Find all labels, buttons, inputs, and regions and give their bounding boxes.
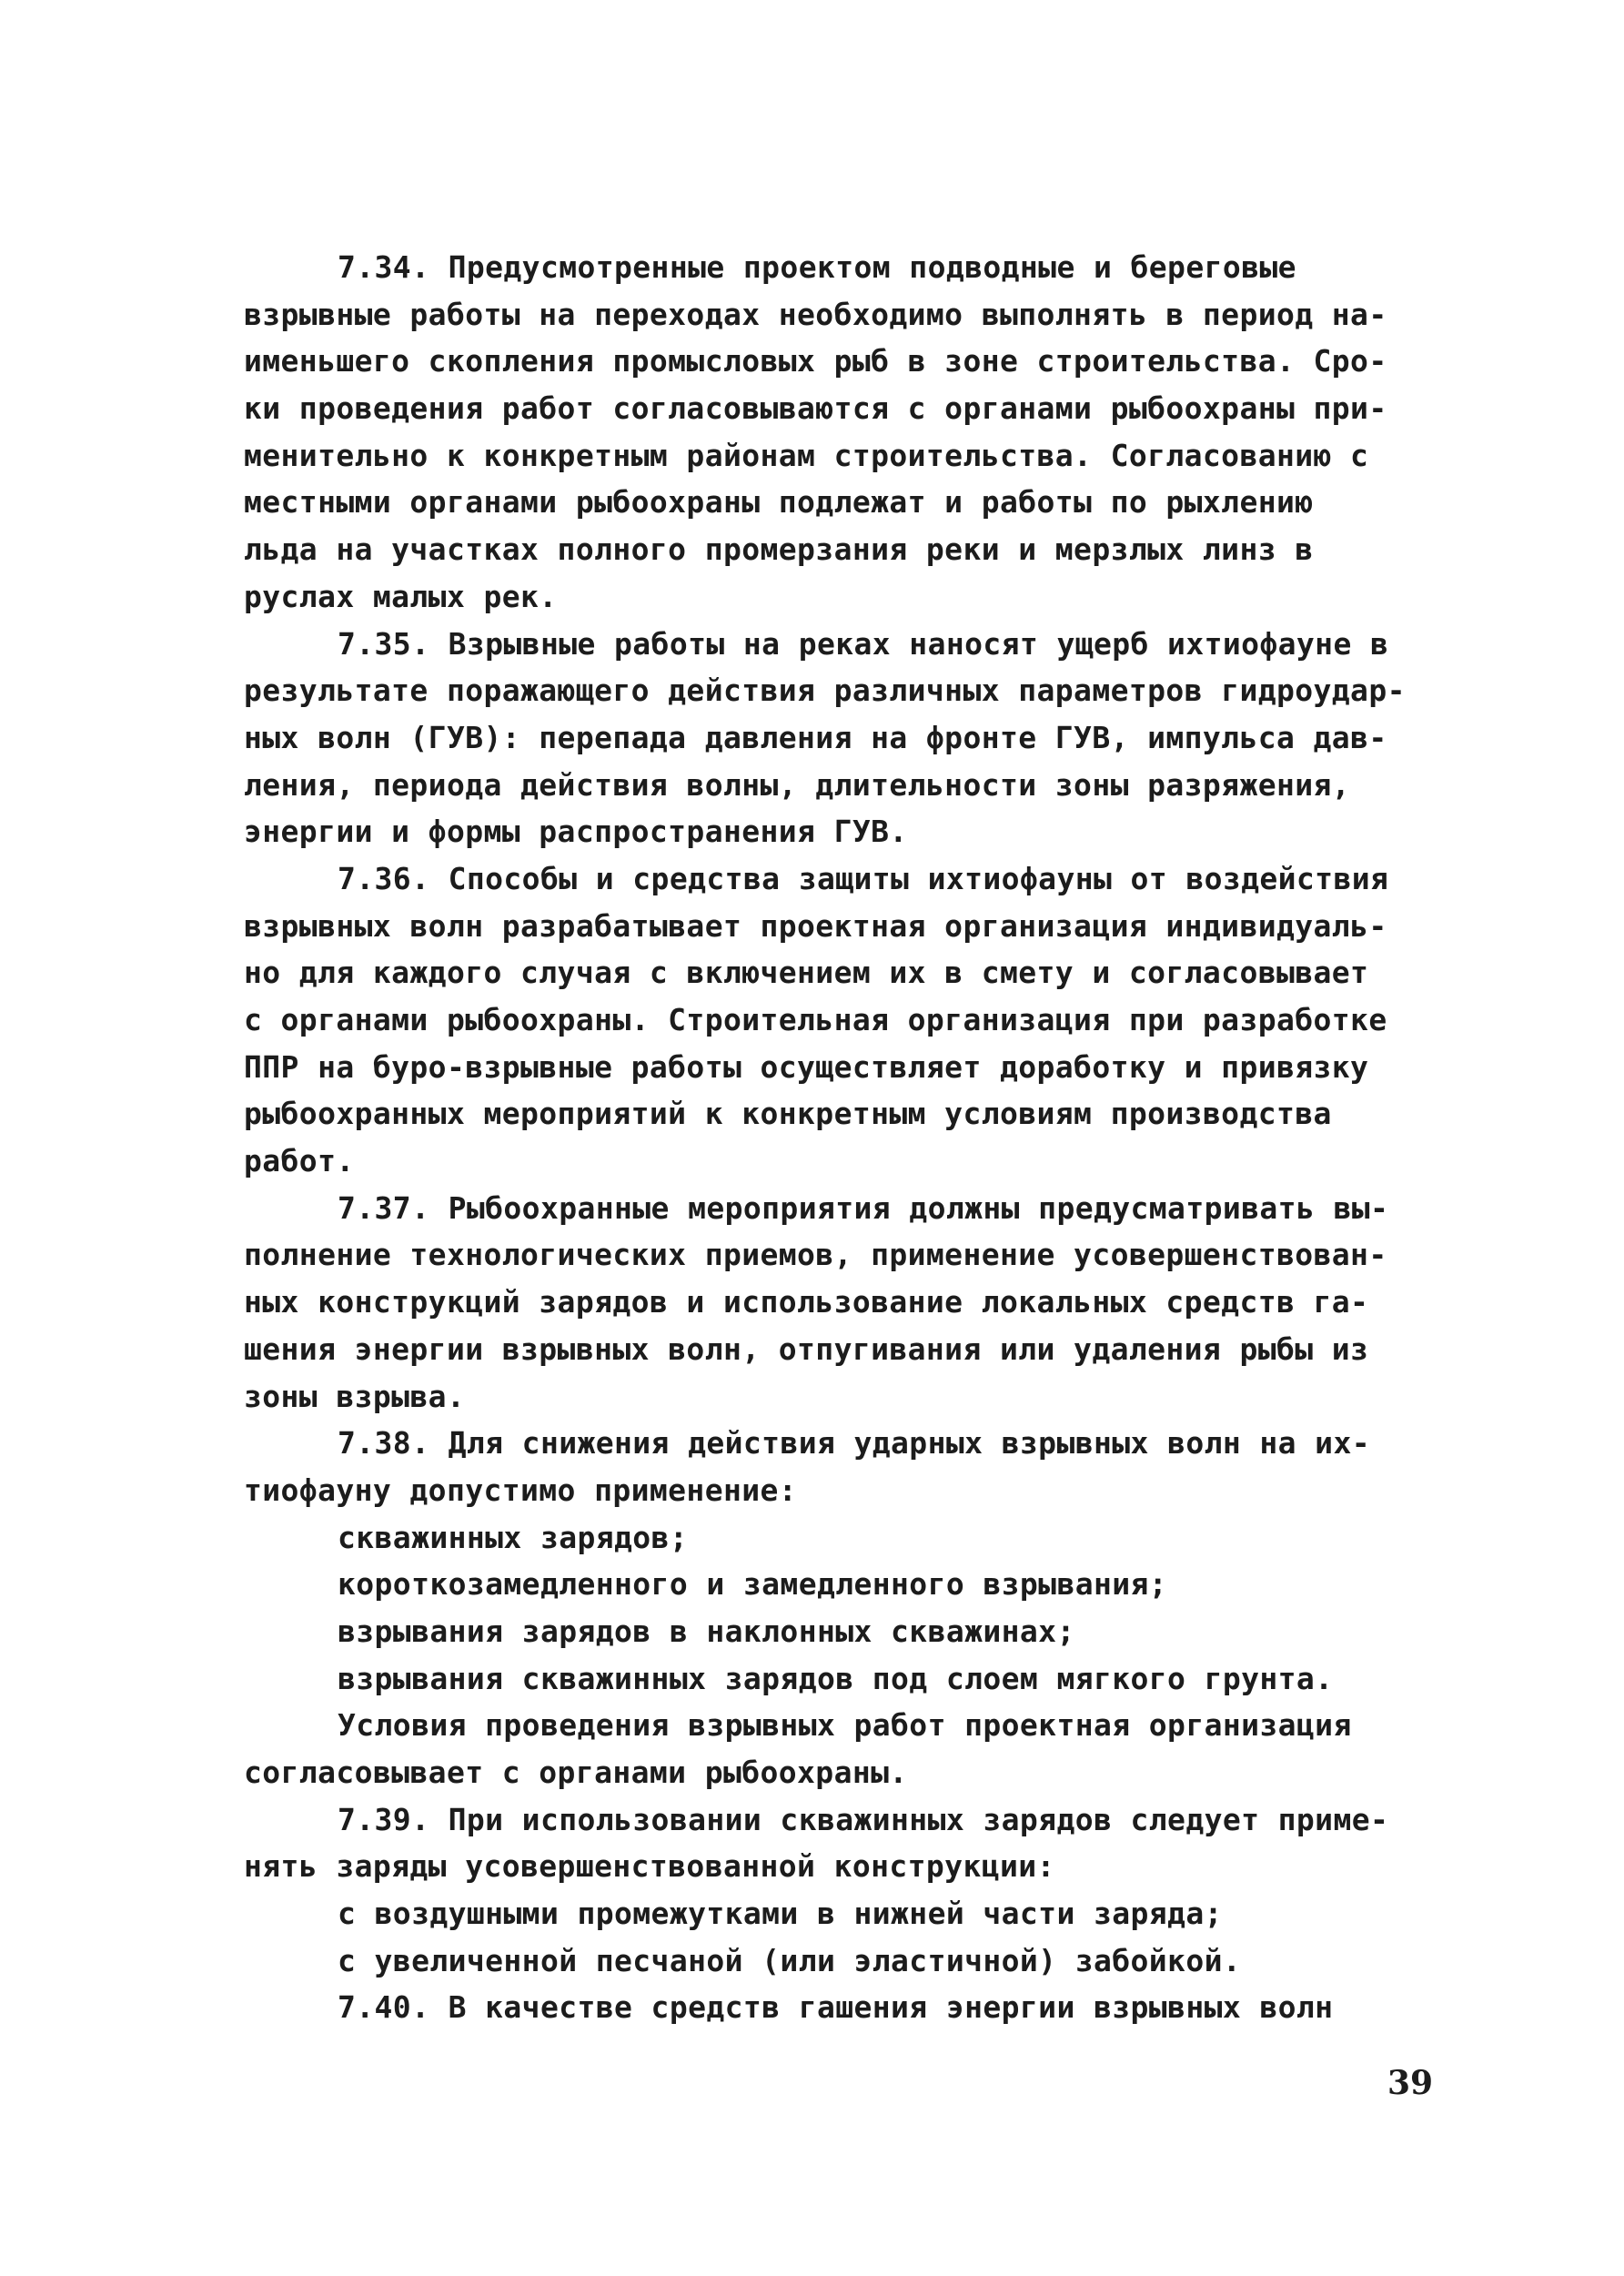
list-item: взрывания зарядов в наклонных скважинах; [338,1613,1075,1649]
text-line: тиофауну допустимо применение: [244,1472,798,1508]
text-line: местными органами рыбоохраны подлежат и работы по рыхлению [244,484,1314,521]
list-item: с воздушными промежутками в нижней части заряда; [338,1896,1223,1932]
text-line: взрывных волн разрабатывает проектная организация индивидуаль- [244,907,1387,944]
text-line: 7.37. Рыбоохранные мероприятия должны предусматривать вы- [338,1189,1389,1226]
text-line: полнение технологических приемов, применение усовершенствован- [244,1237,1387,1273]
text-line: работ. [244,1143,355,1179]
text-line: Условия проведения взрывных работ проектная организация [338,1707,1352,1744]
text-line: 7.36. Способы и средства защиты ихтиофауны от воздействия [338,860,1389,896]
text-line: зоны взрыва. [244,1378,466,1414]
text-line: 7.40. В качестве средств гашения энергии взрывных волн [338,1989,1334,2026]
text-line: 7.38. Для снижения действия ударных взрывных волн на их- [338,1425,1370,1462]
text-line: рыбоохранных мероприятий к конкретным условиям производства [244,1096,1332,1132]
text-line: с органами рыбоохраны. Строительная организация при разработке [244,1002,1387,1037]
list-item: короткозамедленного и замедленного взрывания; [338,1566,1168,1603]
text-line: согласовывает с органами рыбоохраны. [244,1755,908,1790]
text-line: 7.34. Предусмотренные проектом подводные и береговые [338,249,1296,285]
text-line: ных волн (ГУВ): перепада давления на фронте ГУВ, импульса дав- [244,719,1387,755]
text-line: льда на участках полного промерзания реки и мерзлых линз в [244,531,1314,568]
text-line: ления, периода действия волны, длительности зоны разряжения, [244,766,1351,803]
text-line: энергии и формы распространения ГУВ. [244,814,908,850]
list-item: взрывания скважинных зарядов под слоем мягкого грунта. [338,1660,1334,1696]
page-number: 39 [1387,2064,1434,2102]
text-line: менительно к конкретным районам строительства. Согласованию с [244,437,1369,473]
text-line: ки проведения работ согласовываются с органами рыбоохраны при- [244,390,1387,427]
text-line: результате поражающего действия различных параметров гидроудар- [244,673,1406,709]
list-item: скважинных зарядов; [338,1519,689,1555]
text-line: 7.39. При использовании скважинных зарядов следует приме- [338,1801,1389,1837]
text-line: ных конструкций зарядов и использование локальных средств га- [244,1284,1369,1320]
text-line: именьшего скопления промысловых рыб в зоне строительства. Сро- [244,343,1387,379]
text-line: но для каждого случая с включением их в смету и согласовывает [244,955,1369,991]
text-line: ППР на буро-взрывные работы осуществляет доработку и привязку [244,1048,1369,1085]
text-line: 7.35. Взрывные работы на реках наносят ущерб ихтиофауне в [338,625,1389,662]
text-line: руслах малых рек. [244,578,558,614]
text-line: нять заряды усовершенствованной конструкции: [244,1848,1055,1885]
text-line: взрывные работы на переходах необходимо выполнять в период на- [244,296,1387,332]
text-line: шения энергии взрывных волн, отпугивания или удаления рыбы из [244,1330,1369,1367]
list-item: с увеличенной песчаной (или эластичной) забойкой. [338,1942,1242,1978]
body-text [244,244,1436,2031]
